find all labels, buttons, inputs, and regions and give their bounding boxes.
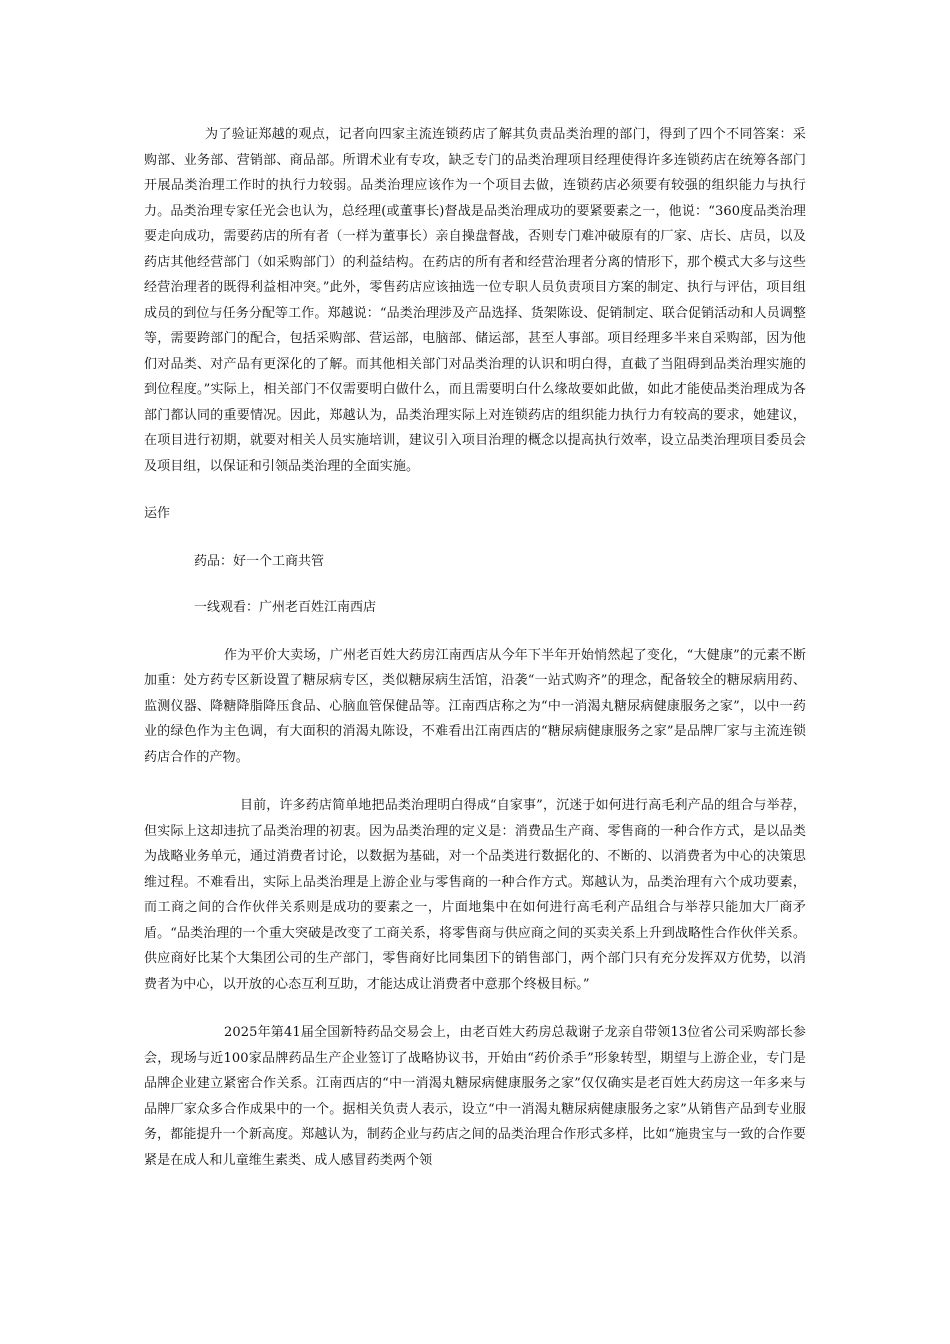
paragraph-category-management-definition: 目前，许多药店简单地把品类治理明白得成“自家事”，沉迷于如何进行高毛利产品的组合与举荐，但实际上这却违抗了品类治理的初衷。因为品类治理的定义是：消费品生产商、零售商的一种合作方式，是以品类为战略业务单元，通过消费者讨论，以数据为基础，对一个品类进行数据化的、不断的、以消费者为中心的决策思维过程。不难看出，实际上品类治理是上游企业与零售商的一种合作方式。郑越认为，品类治理有六个成功要素，而工商之间的合作伙伴关系则是成功的要素之一，片面地集中在如何进行高毛利产品组合与举荐只能加大厂商矛盾。“品类治理的一个重大突破是改变了工商关系，将零售商与供应商之间的买卖关系上升到战略性合作伙伴关系。供应商好比某个大集团公司的生产部门，零售商好比同集团下的销售部门，两个部门只有充分发挥双方优势，以消费者为中心，以开放的心态互利互助，才能达成让消费者中意那个终极目标。” — [144, 798, 806, 992]
paragraph-category-management-departments: 为了验证郑越的观点，记者向四家主流连锁药店了解其负责品类治理的部门，得到了四个不同答案：采购部、业务部、营销部、商品部。所谓术业有专攻，缺乏专门的品类治理项目经理使得许多连锁药店在统筹各部门开展品类治理工作时的执行力较弱。品类治理应该作为一个项目去做，连锁药店必须要有较强的组织能力与执行力。品类治理专家任光会也认为，总经理(或董事长)督战是品类治理成功的要紧要素之一，他说：“360度品类治理要走向成功，需要药店的所有者（一样为董事长）亲自操盘督战，否则专门难冲破原有的厂家、店长、店员，以及药店其他经营部门（如采购部门）的利益结构。在药店的所有者和经营治理者分离的情形下，那个模式大多与这些经营治理者的既得利益相冲突。”此外，零售药店应该抽选一位专职人员负责项目方案的制定、执行与评估，项目组成员的到位与任务分配等工作。郑越说：“品类治理涉及产品选择、货架陈设、促销制定、联合促销活动和人员调整等，需要跨部门的配合，包括采购部、营运部，电脑部、储运部，甚至人事部。项目经理多半来自采购部，因为他们对品类、对产品有更深化的了解。而其他相关部门对品类治理的认识和明白得，直截了当阻碍到品类治理实施的到位程度。”实际上，相关部门不仅需要明白做什么，而且需要明白什么缘故要如此做，如此才能使品类治理成为各部门都认同的重要情况。因此，郑越认为，品类治理实际上对连锁药店的组织能力执行力有较高的要求，她建议，在项目进行初期，就要对相关人员实施培训，建议引入项目治理的概念以提高执行效率，设立品类治理项目委员会及项目组，以保证和引领品类治理的全面实施。 — [144, 127, 806, 474]
paragraph-jiangnanxi-store: 作为平价大卖场，广州老百姓大药房江南西店从今年下半年开始悄然起了变化，“大健康”的元素不断加重：处方药专区新设置了糖尿病专区，类似糖尿病生活馆，沿袭“一站式购齐”的理念，配备较全的糖尿病用药、监测仪器、降糖降脂降压食品、心脑血管保健品等。江南西店称之为“中一消渴丸糖尿病健康服务之家”，以中一药业的绿色作为主色调，有大面积的消渴丸陈设，不难看出江南西店的“糖尿病健康服务之家”是品牌厂家与主流连锁药店合作的产物。 — [144, 647, 806, 765]
subtitle-pharma: 药品：好一个工商共管 — [194, 553, 325, 569]
paragraph-trade-fair: 2025年第41届全国新特药品交易会上，由老百姓大药房总裁谢子龙亲自带领13位省公司采购部长参会，现场与近100家品牌药品生产企业签订了战略协议书，开始由“药价杀手”形象转型，期望与上游企业，专门是品牌企业建立紧密合作关系。江南西店的“中一消渴丸糖尿病健康服务之家”仅仅确实是老百姓大药房这一年多来与品牌厂家众多合作成果中的一个。据相关负责人表示，设立“中一消渴丸糖尿病健康服务之家”从销售产品到专业服务，都能提升一个新高度。郑越认为，制药企业与药店之间的品类治理合作形式多样，比如“施贵宝与一致的合作要紧是在成人和儿童维生素类、成人感冒药类两个领 — [144, 1025, 806, 1168]
document-page — [144, 122, 806, 1173]
section-title: 运作 — [144, 506, 171, 521]
subtitle-store-observation: 一线观看：广州老百姓江南西店 — [194, 600, 377, 615]
